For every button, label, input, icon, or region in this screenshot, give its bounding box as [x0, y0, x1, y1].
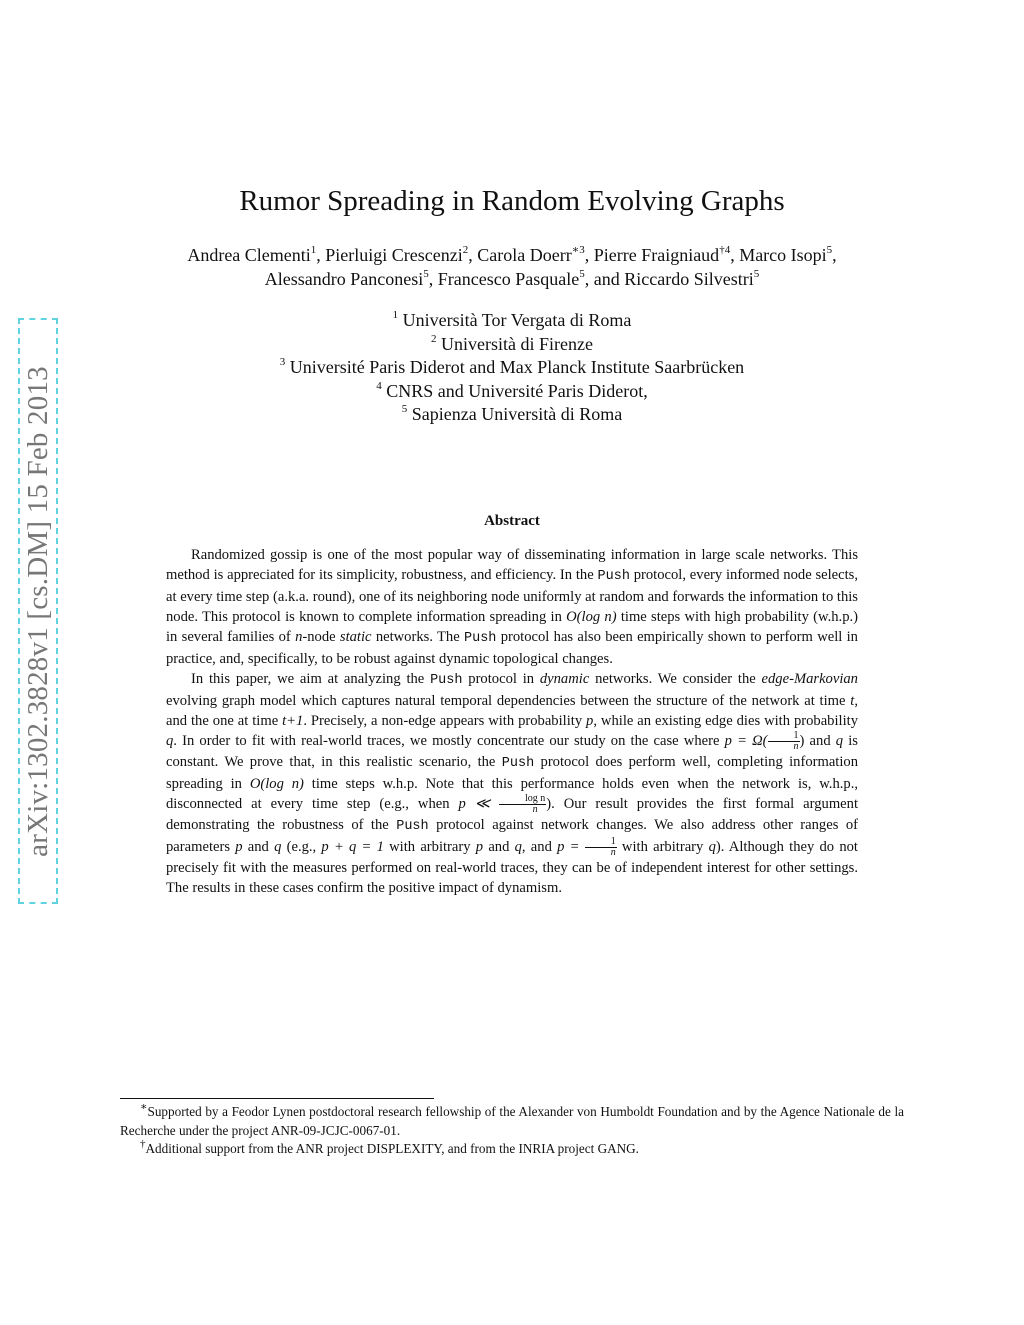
author-mark: 5 [423, 268, 429, 280]
footnote-divider [120, 1098, 434, 1099]
author-list [0, 243, 1024, 291]
author-name: Carola Doerr [477, 245, 572, 265]
author-mark: 1 [310, 244, 317, 256]
footnote: ∗Supported by a Feodor Lynen postdoctoral research fellowship of the Alexander von Humboldt Foundation and by the Agence Nationale de la Recherche under the project ANR-09-JCJC-0067-01. [120, 1100, 904, 1138]
push-protocol-name: Push [501, 756, 535, 772]
author-mark: 2 [462, 244, 469, 256]
author-line-1: Andrea Clementi$^1$, Pierluigi Crescenzi$^2$, Carola Doerr$^{∗3}$, Pierre Fraigniaud$^{\dagger 4}$, Marco Isopi$^5$, [187, 244, 837, 265]
abstract-heading: Abstract [484, 513, 540, 529]
author-name: Pierre Fraigniaud [593, 245, 720, 265]
footnote-mark: ∗ [140, 1100, 148, 1113]
fraction: $\frac{1}{n}$ [585, 837, 617, 858]
author-name: Alessandro Panconesi [264, 269, 424, 289]
emphasis: dynamic [539, 671, 590, 687]
abstract-body [166, 545, 858, 898]
author-mark: †4 [719, 244, 731, 256]
affiliation: $^1$ Università Tor Vergata di Roma [392, 309, 632, 330]
footnote-mark: † [140, 1137, 146, 1150]
push-protocol-name: Push [597, 569, 630, 584]
author-name: Francesco Pasquale [437, 269, 580, 289]
abstract-paragraph-1: Randomized gossip is one of the most popular way of disseminating information in large scale networks. This method is appreciated for its simplicity, robustness, and efficiency. In the Push protocol, every informed node selects, at every time step (a.k.a. round), one of its neighboring node uniformly at random and forwards the information to this node. This protocol is known to complete information spreading in O(log n) time steps with high probability (w.h.p.) in several families of n-node static networks. The Push protocol has also been empirically shown to perform well in practice, and, specifically, to be robust against dynamic topological changes. [166, 547, 859, 667]
affiliation-list [0, 309, 1024, 427]
affiliation: $^3$ Université Paris Diderot and Max Planck Institute Saarbrücken [279, 356, 745, 377]
emphasis: static [339, 629, 372, 645]
push-protocol-name: Push [396, 819, 429, 835]
fraction: $\frac{1}{n}$ [768, 731, 800, 752]
affiliation: $^5$ Sapienza Università di Roma [401, 403, 623, 424]
paper-title: Rumor Spreading in Random Evolving Graphs [239, 185, 785, 217]
math-inline: O(log n) [566, 609, 617, 625]
push-protocol-name: Push [464, 631, 497, 646]
author-name: Marco Isopi [739, 245, 827, 265]
author-mark: 5 [579, 268, 585, 280]
push-protocol-name: Push [430, 673, 463, 688]
author-name: Pierluigi Crescenzi [325, 245, 463, 265]
emphasis: edge-Markovian [761, 671, 858, 687]
abstract-paragraph-2: In this paper, we aim at analyzing the Push protocol in dynamic networks. We consider the edge-Markovian evolving graph model which captures natural temporal dependencies between the structure of the network at time t, and the one at time t+1. Precisely, a non-edge appears with probability p, while an existing edge dies with probability q. In order to fit with real-world traces, we mostly concentrate our study on the case where p = Ω( $\frac{1}{n}$ ) and q is constant. We prove that, in this realistic scenario, the Push protocol does perform well, completing information spreading in O(log n) time steps w.h.p. Note that this performance holds even when the network is, w.h.p., disconnected at every time step (e.g., when p ≪ $\frac{\text{log n}}{n}$ ). Our result provides the first formal argument demonstrating the robustness of the Push protocol against network changes. We also address other ranges of parameters p and q (e.g., p + q = 1 with arbitrary p and q, and p = $\frac{1}{n}$ with arbitrary q). Although they do not precisely fit with the measures performed on real-world traces, they can be of independent interest for other settings. The results in these cases confirm the positive impact of dynamism. [166, 671, 859, 897]
author-mark: 5 [826, 244, 833, 256]
author-mark: ∗3 [571, 244, 585, 256]
author-name: Andrea Clementi [187, 245, 311, 265]
footnote: †Additional support from the ANR project DISPLEXITY, and from the INRIA project GANG. [140, 1137, 639, 1156]
footnotes [120, 1100, 904, 1159]
fraction: $\frac{\text{log n}}{n}$ [499, 794, 546, 815]
author-line-2: Alessandro Panconesi$^5$, Francesco Pasquale$^5$, and Riccardo Silvestri$^5$ [264, 268, 760, 289]
arxiv-identifier: arXiv:1302.3828v1 [cs.DM] 15 Feb 2013 [21, 365, 54, 857]
author-mark: 5 [753, 268, 760, 280]
affiliation: $^2$ Università di Firenze [431, 332, 593, 354]
affiliation: $^4$ CNRS and Université Paris Diderot, [376, 379, 648, 401]
math-inline: n [295, 629, 303, 645]
author-name: Riccardo Silvestri [624, 269, 754, 289]
